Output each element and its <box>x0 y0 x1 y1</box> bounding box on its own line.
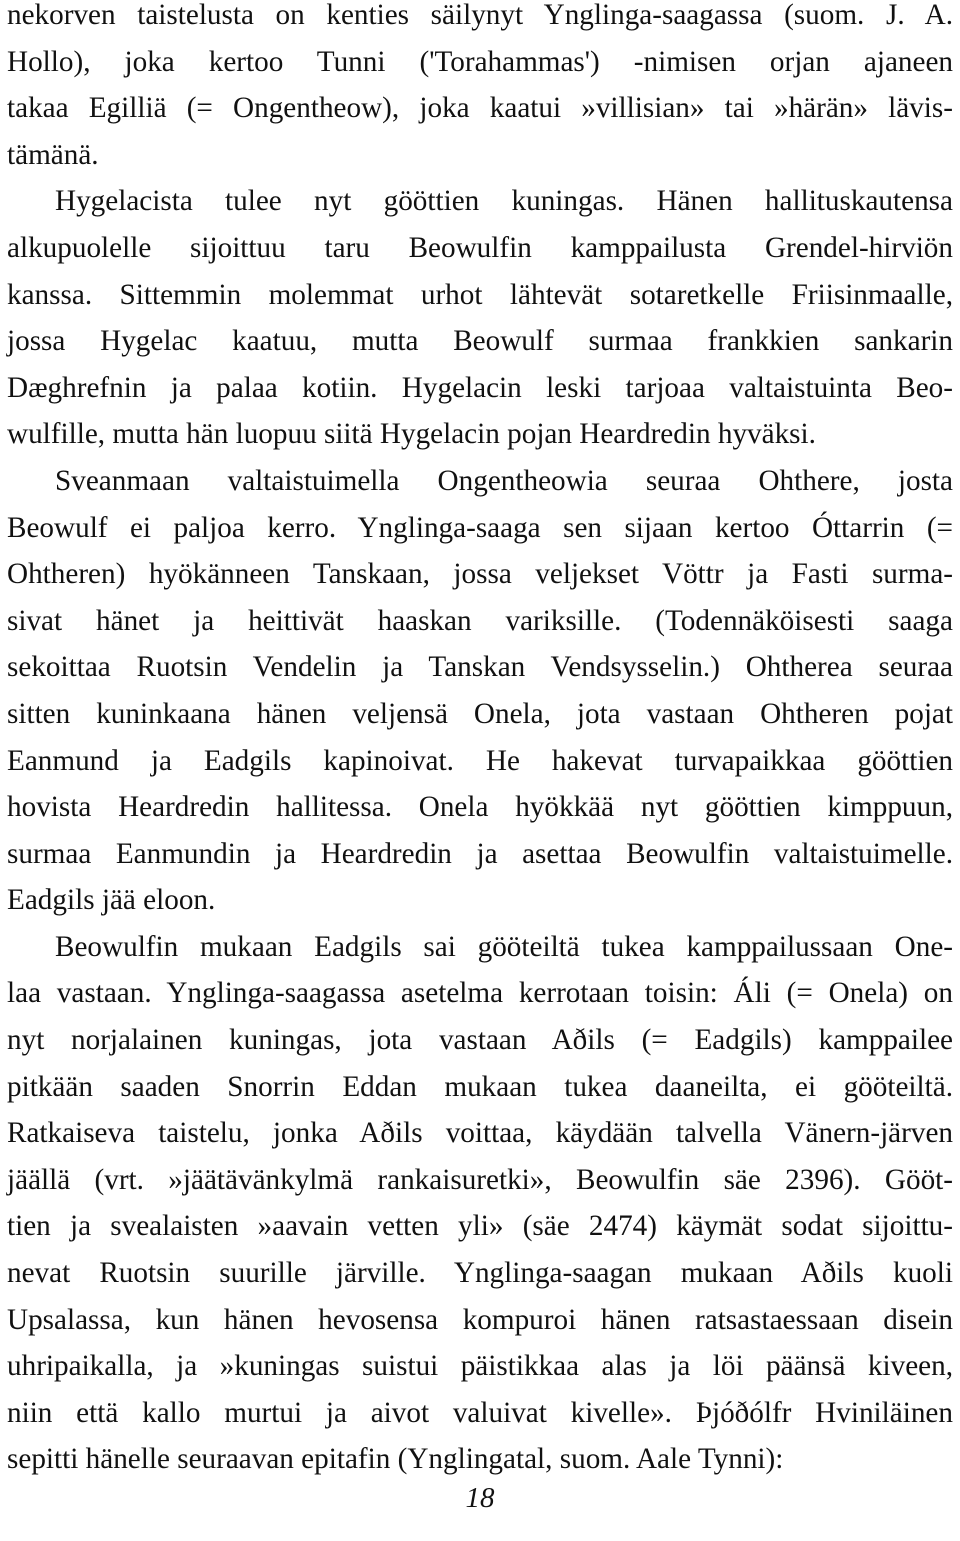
text-line: Beowulfin mukaan Eadgils sai gööteiltä tukea kamppailussaan One- <box>55 930 953 963</box>
text-line: Eanmund ja Eadgils kapinoivat. He hakevat turvapaikkaa gööttien <box>7 744 953 777</box>
text-line: nyt norjalainen kuningas, jota vastaan Aðils (= Eadgils) kamppailee <box>7 1024 953 1057</box>
text-line: Hygelacista tulee nyt gööttien kuningas. Hänen hallituskautensa <box>55 185 953 218</box>
text-line: alkupuolelle sijoittuu taru Beowulfin kamppailusta Grendel-hirviön <box>7 231 953 264</box>
text-line: hovista Heardredin hallitessa. Onela hyökkää nyt gööttien kimppuun, <box>7 791 953 824</box>
text-line: Eadgils jää eloon. <box>7 884 216 917</box>
text-line: sivat hänet ja heittivät haaskan variksille. (Todennäköisesti saaga <box>7 604 953 637</box>
text-line: sekoittaa Ruotsin Vendelin ja Tanskan Vendsysselin.) Ohtherea seuraa <box>7 651 953 684</box>
text-line: takaa Egilliä (= Ongentheow), joka kaatui »villisian» tai »härän» lävis- <box>7 92 953 125</box>
text-line: sitten kuninkaana hänen veljensä Onela, jota vastaan Ohtheren pojat <box>7 697 953 730</box>
text-line: surmaa Eanmundin ja Heardredin ja asettaa Beowulfin valtaistuimelle. <box>7 837 953 870</box>
text-line: Sveanmaan valtaistuimella Ongentheowia seuraa Ohthere, josta <box>55 464 953 497</box>
text-line: jäällä (vrt. »jäätävänkylmä rankaisuretki», Beowulfin säe 2396). Gööt- <box>7 1163 953 1196</box>
page-body <box>7 0 953 1483</box>
text-line: nekorven taistelusta on kenties säilynyt Ynglinga-saagassa (suom. J. A. <box>7 0 953 31</box>
text-line: Dæghrefnin ja palaa kotiin. Hygelacin leski tarjoaa valtaistuinta Beo- <box>7 371 953 404</box>
text-line: jossa Hygelac kaatuu, mutta Beowulf surmaa frankkien sankarin <box>7 325 953 358</box>
text-line: pitkään saaden Snorrin Eddan mukaan tukea daaneilta, ei gööteiltä. <box>7 1070 953 1103</box>
text-line: Beowulf ei paljoa kerro. Ynglinga-saaga sen sijaan kertoo Óttarrin (= <box>7 511 953 544</box>
page-number: 18 <box>465 1482 495 1514</box>
text-line: kanssa. Sittemmin molemmat urhot lähtevät sotaretkelle Friisinmaalle, <box>7 278 953 311</box>
text-line: Ratkaiseva taistelu, jonka Aðils voittaa, käydään talvella Vänern-järven <box>7 1117 953 1150</box>
text-line: Upsalassa, kun hänen hevosensa kompuroi hänen ratsastaessaan disein <box>7 1303 953 1336</box>
text-line: uhripaikalla, ja »kuningas suistui päistikkaa alas ja löi päänsä kiveen, <box>7 1350 953 1383</box>
text-line: wulfille, mutta hän luopuu siitä Hygelacin pojan Heardredin hyväksi. <box>7 418 816 451</box>
text-line: tämänä. <box>7 138 99 171</box>
text-line: Hollo), joka kertoo Tunni ('Torahammas') -nimisen orjan ajaneen <box>7 45 953 78</box>
text-line: Ohtheren) hyökänneen Tanskaan, jossa veljekset Vöttr ja Fasti surma- <box>7 558 953 591</box>
text-line: laa vastaan. Ynglinga-saagassa asetelma kerrotaan toisin: Áli (= Onela) on <box>7 977 953 1010</box>
text-line: niin että kallo murtui ja aivot valuivat kivelle». Þjóðólfr Hviniläinen <box>7 1396 953 1429</box>
text-line: nevat Ruotsin suurille järville. Ynglinga-saagan mukaan Aðils kuoli <box>7 1257 953 1290</box>
text-line: tien ja svealaisten »aavain vetten yli» (säe 2474) käymät sodat sijoittu- <box>7 1210 953 1243</box>
text-line: sepitti hänelle seuraavan epitafin (Ynglingatal, suom. Aale Tynni): <box>7 1443 784 1476</box>
